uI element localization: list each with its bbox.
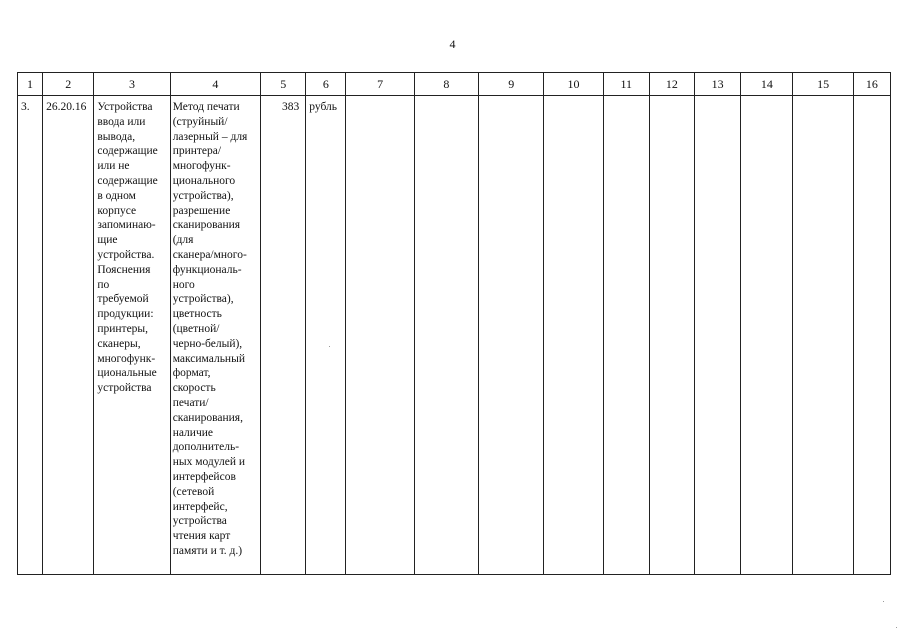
- empty-cell: [603, 96, 649, 575]
- text-line: сканирования: [172, 219, 241, 232]
- characteristics-cell: [170, 96, 260, 575]
- column-header: 14: [741, 73, 793, 96]
- column-header: 15: [793, 73, 853, 96]
- text-line: по: [97, 278, 110, 291]
- page-number: 4: [449, 37, 456, 51]
- text-line: корпусе: [97, 204, 137, 217]
- text-line: устройства: [97, 382, 152, 395]
- text-line: максимальный: [172, 352, 245, 365]
- text-line: или не: [97, 160, 130, 173]
- table-row: [18, 96, 891, 575]
- text-line: цветность: [172, 308, 222, 321]
- text-line: сканера/много-: [172, 248, 247, 261]
- empty-cell: [544, 96, 603, 575]
- okei-code-cell: 383: [261, 96, 306, 575]
- text-line: (для: [172, 234, 194, 247]
- text-line: скорость: [172, 382, 216, 395]
- column-header: 9: [479, 73, 544, 96]
- text-line: устройства),: [172, 189, 234, 202]
- text-line: устройства.: [97, 248, 155, 261]
- empty-cell: [695, 96, 741, 575]
- column-header: 2: [43, 73, 94, 96]
- text-line: функциональ-: [172, 263, 242, 276]
- text-line: многофунк-: [172, 160, 231, 173]
- text-line: в одном: [97, 189, 136, 202]
- text-line: (цветной/: [172, 322, 220, 335]
- text-line: (сетевой: [172, 485, 215, 498]
- text-line: интерфейсов: [172, 470, 236, 483]
- okpd2-code-cell: 26.20.16: [43, 96, 94, 575]
- text-line: формат,: [172, 367, 211, 380]
- product-name-cell: [94, 96, 170, 575]
- text-line: принтера/: [172, 145, 222, 158]
- text-line: печати/: [172, 396, 209, 409]
- text-line: дополнитель-: [172, 441, 240, 454]
- text-line: многофунк-: [97, 352, 156, 365]
- text-line: содержащие: [97, 174, 158, 187]
- text-line: устройства),: [172, 293, 234, 306]
- text-line: устройства: [172, 515, 227, 528]
- text-line: чтения карт: [172, 530, 231, 543]
- empty-cell: [479, 96, 544, 575]
- scan-speck: [896, 627, 897, 628]
- text-line: Метод печати: [172, 101, 240, 113]
- text-line: ного: [172, 278, 195, 291]
- text-line: лазерный – для: [172, 130, 248, 143]
- text-line: сканирования,: [172, 411, 243, 424]
- text-line: продукции:: [97, 308, 154, 321]
- column-header: 4: [170, 73, 260, 96]
- text-line: Пояснения: [97, 263, 151, 276]
- requirements-table: [17, 72, 891, 575]
- text-line: содержащие: [97, 145, 158, 158]
- empty-cell: [741, 96, 793, 575]
- text-line: ввода или: [97, 115, 146, 128]
- text-line: интерфейс,: [172, 500, 228, 513]
- unit-cell: рубль: [306, 96, 346, 575]
- text-line: ционального: [172, 174, 236, 187]
- text-line: щие: [97, 234, 118, 247]
- column-header: 13: [695, 73, 741, 96]
- text-line: ных модулей и: [172, 456, 246, 469]
- text-line: (струйный/: [172, 115, 228, 128]
- column-header: 6: [306, 73, 346, 96]
- text-line: вывода,: [97, 130, 136, 143]
- text-line: принтеры,: [97, 322, 149, 335]
- scan-speck: [883, 601, 884, 602]
- text-line: циональные: [97, 367, 157, 380]
- scan-speck: [329, 346, 330, 347]
- column-header: 10: [544, 73, 603, 96]
- text-line: сканеры,: [97, 337, 141, 350]
- empty-cell: [853, 96, 890, 575]
- text-line: черно-белый),: [172, 337, 243, 350]
- empty-cell: [649, 96, 694, 575]
- column-header: 3: [94, 73, 170, 96]
- column-header: 7: [346, 73, 414, 96]
- empty-cell: [414, 96, 478, 575]
- text-line: требуемой: [97, 293, 149, 306]
- row-number-cell: 3.: [18, 96, 43, 575]
- column-header: 5: [261, 73, 306, 96]
- column-header: 1: [18, 73, 43, 96]
- column-header: 8: [414, 73, 478, 96]
- text-line: разрешение: [172, 204, 231, 217]
- column-number-header-row: [18, 73, 891, 96]
- text-line: запоминаю-: [97, 219, 156, 232]
- empty-cell: [793, 96, 853, 575]
- column-header: 12: [649, 73, 694, 96]
- column-header: 11: [603, 73, 649, 96]
- text-line: памяти и т. д.): [172, 544, 243, 557]
- text-line: Устройства: [97, 101, 153, 113]
- column-header: 16: [853, 73, 890, 96]
- empty-cell: [346, 96, 414, 575]
- text-line: наличие: [172, 426, 213, 439]
